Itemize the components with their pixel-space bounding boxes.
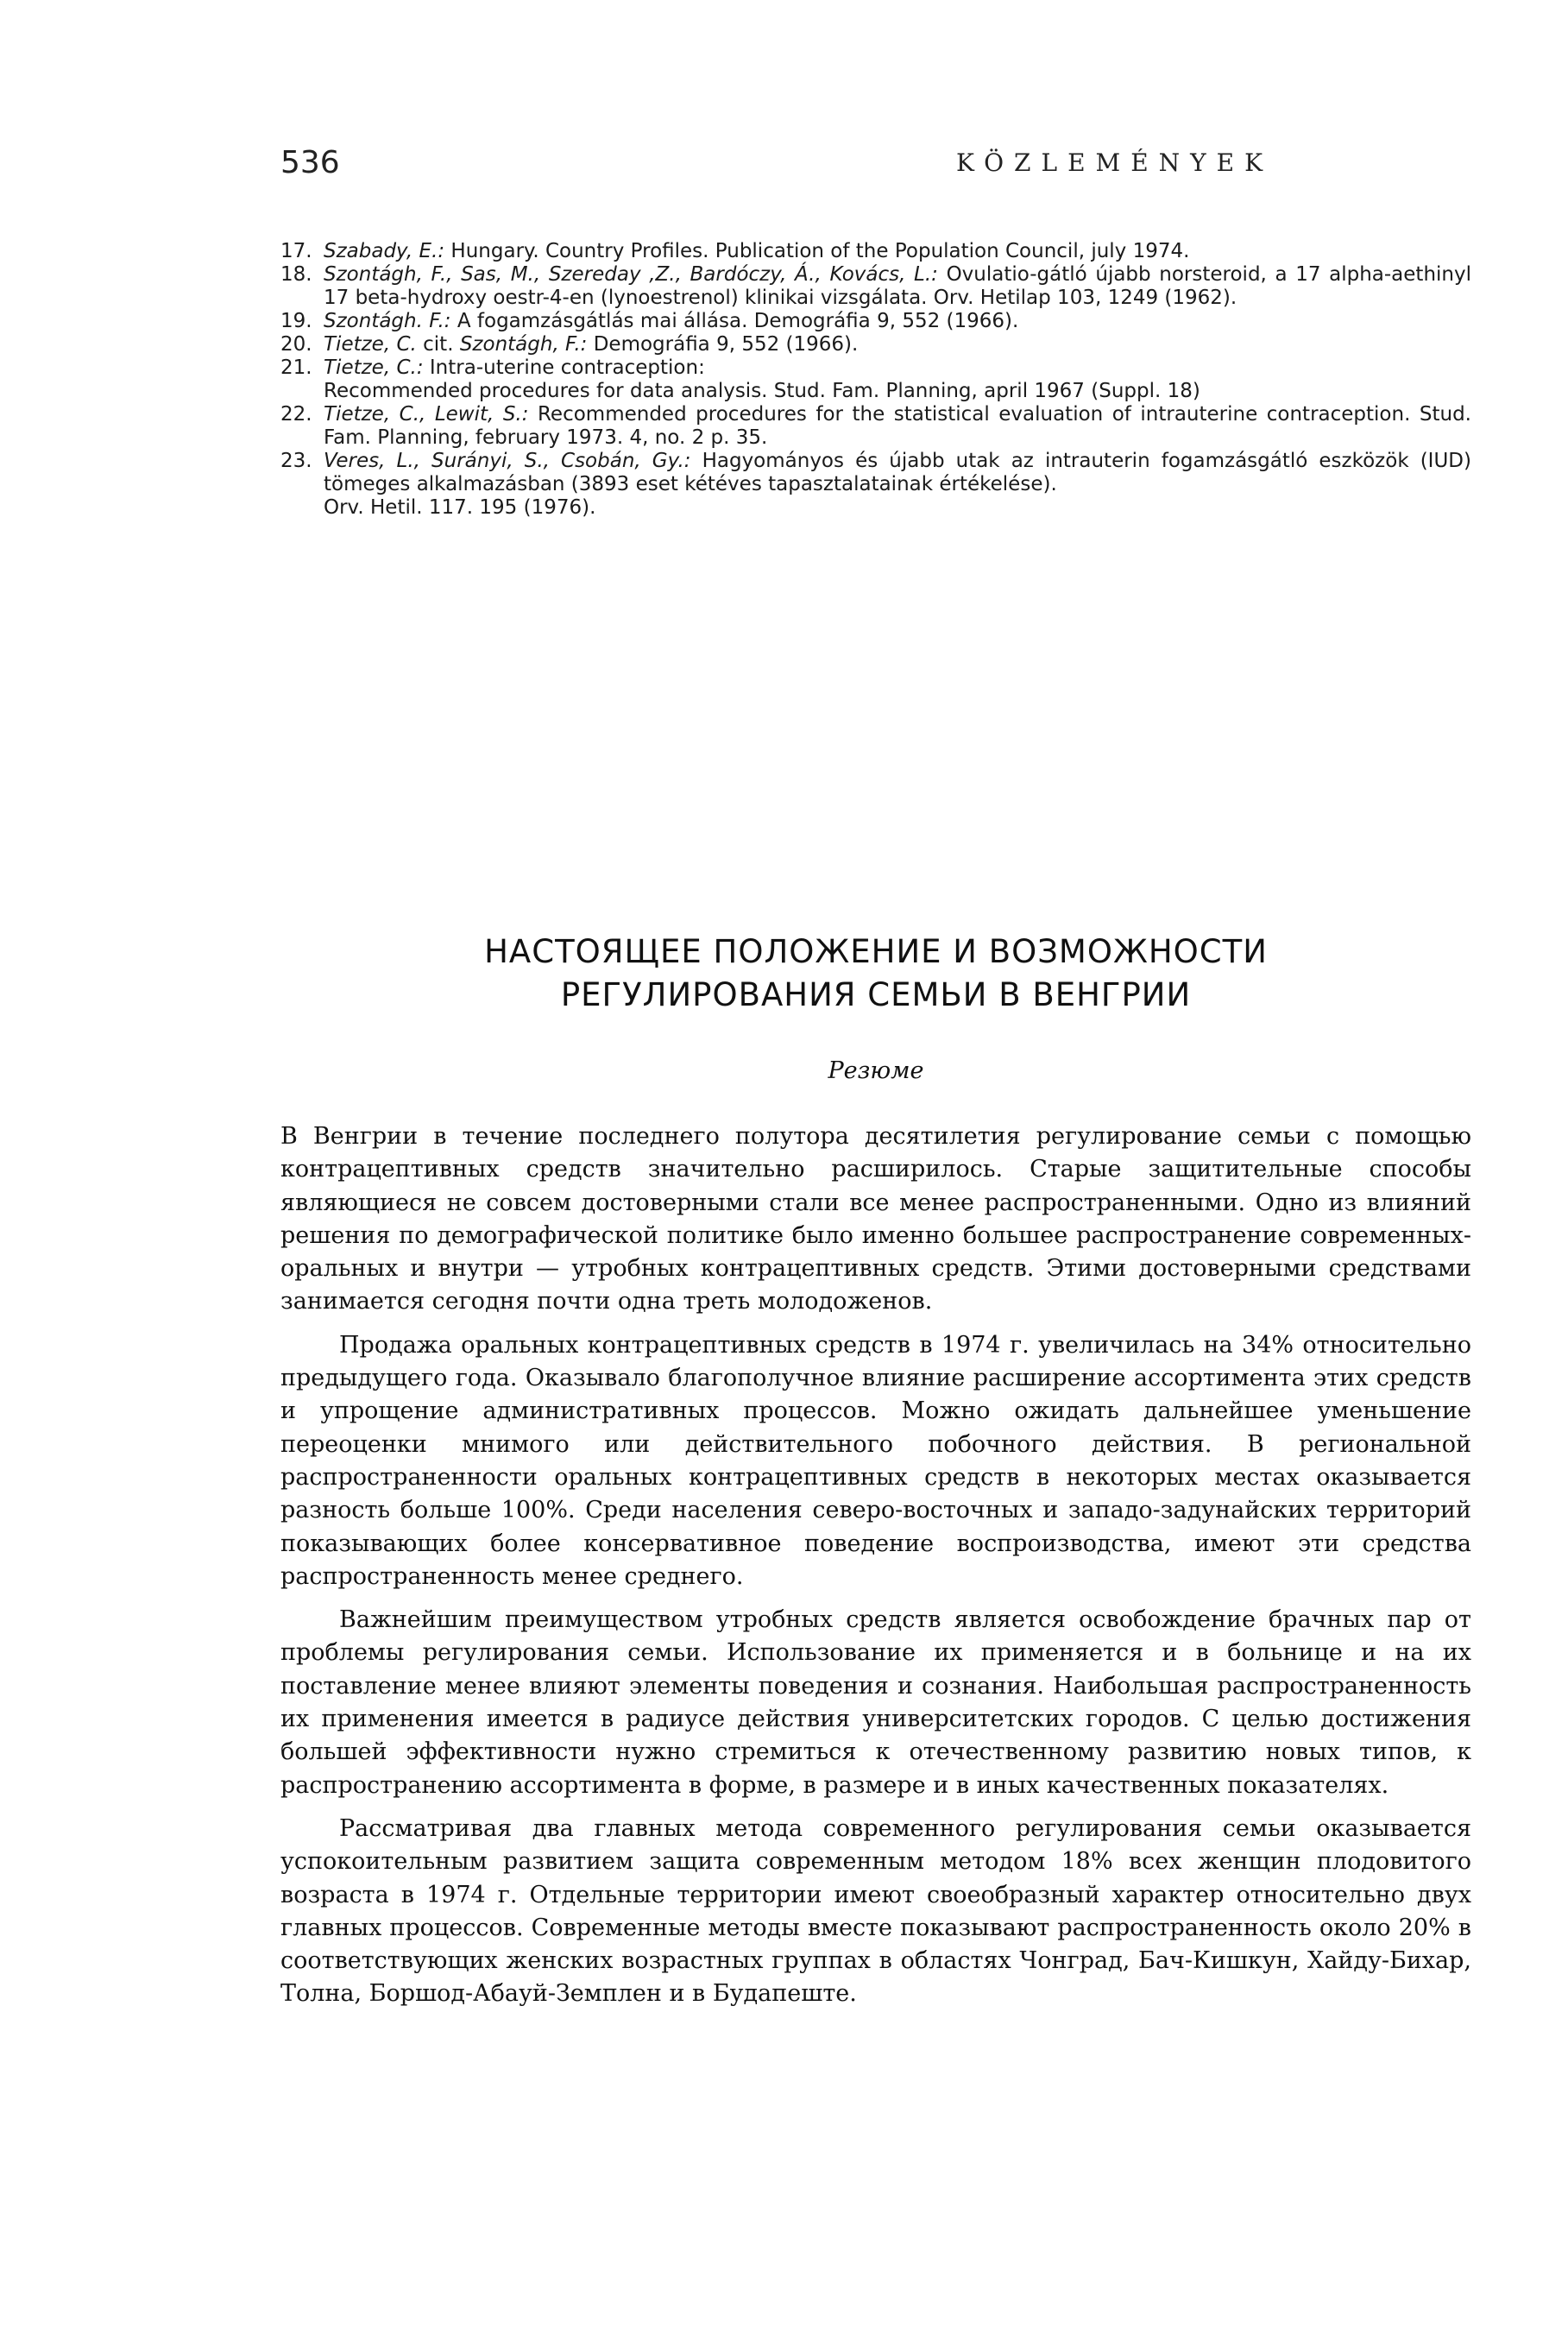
reference-text: Intra-uterine contraception: [423, 356, 705, 379]
reference-continuation: Orv. Hetil. 117. 195 (1976). [324, 496, 596, 519]
reference-item [280, 333, 1471, 356]
reference-number: 19. [280, 310, 312, 332]
reference-authors-secondary: Szontágh, F.: [459, 333, 588, 356]
reference-authors: Szabady, E.: [324, 240, 445, 262]
reference-list [280, 240, 1471, 520]
reference-item [280, 310, 1471, 333]
summary-paragraph: В Венгрии в течение последнего полутора десятилетия регулирование семьи с помощью контрацептивных средств значительно расширилось. Старые защитительные способы являющиеся не совсем достоверными стали все менее распространенными. Одно из влияний решения по демографической политике было именно большее распространение современных-оральных и внутри — утробных контрацептивных средств. Этими достоверными средствами занимается сегодня почти одна треть молодоженов. [280, 1123, 1471, 1315]
section-name: KÖZLEMÉNYEK [955, 148, 1273, 177]
reference-continuation: Recommended procedures for data analysis. Stud. Fam. Planning, april 1967 (Suppl. 18) [324, 380, 1200, 402]
title-line: НАСТОЯЩЕЕ ПОЛОЖЕНИЕ И ВОЗМОЖНОСТИ [484, 933, 1268, 970]
reference-text: Hagyományos és újabb utak az intrauterin fogamzásgátló eszközök (IUD) tömeges alkalmazásban (3893 eset kétéves tapasztalatainak értékelése). [324, 450, 1471, 495]
reference-number: 18. [280, 263, 312, 286]
reference-authors: Tietze, C., Lewit, S.: [324, 403, 529, 426]
summary-paragraph: Продажа оральных контрацептивных средств в 1974 г. увеличилась на 34% относительно предыдущего года. Оказывало благополучное влияние расширение ассортимента этих средств и упрощение административных процессов. Можно ожидать дальнейшее уменьшение переоценки мнимого или действительного побочного действия. В региональной распространенности оральных контрацептивных средств в некоторых местах оказывается разность больше 100%. Среди населения северо-восточных и западо-задунайских территорий показывающих более консервативное поведение воспроизводства, имеют эти средства распространенность менее среднего. [280, 1331, 1471, 1590]
summary-heading: Резюме [828, 1057, 924, 1084]
reference-item [280, 240, 1471, 263]
reference-number: 21. [280, 356, 312, 379]
summary-body [280, 1120, 1471, 2022]
reference-text: Hungary. Country Profiles. Publication of the Population Council, july 1974. [444, 240, 1190, 262]
page-header [280, 145, 1273, 197]
reference-authors: Szontágh, F., Sas, M., Szereday ,Z., Bardóczy, Á., Kovács, L.: [324, 263, 938, 286]
title-line: РЕГУЛИРОВАНИЯ СЕМЬИ В ВЕНГРИИ [560, 976, 1192, 1013]
reference-text: Recommended procedures for the statistical evaluation of intrauterine contraception. Stud. Fam. Planning, february 1973. 4, no. 2 p. 35. [324, 403, 1471, 449]
reference-number: 20. [280, 333, 312, 356]
reference-text: A fogamzásgátlás mai állása. Demográfia 9, 552 (1966). [450, 310, 1019, 332]
reference-item [280, 403, 1471, 450]
reference-authors: Tietze, C. [324, 333, 417, 356]
reference-text-secondary: Demográfia 9, 552 (1966). [587, 333, 859, 356]
reference-authors: Veres, L., Surányi, S., Csobán, Gy.: [324, 450, 691, 472]
article-title [280, 930, 1471, 1017]
reference-item [280, 263, 1471, 310]
reference-text: Ovulatio-gátló újabb norsteroid, a 17 alpha-aethinyl 17 beta-hydroxy oestr-4-en (lynoestrenol) klinikai vizsgálata. Orv. Hetilap 103, 1249 (1962). [324, 263, 1471, 309]
reference-text: cit. [416, 333, 460, 356]
page-number: 536 [280, 145, 340, 180]
reference-item [280, 450, 1471, 520]
reference-authors: Tietze, C.: [324, 356, 424, 379]
reference-item [280, 356, 1471, 403]
reference-number: 23. [280, 450, 312, 472]
summary-paragraph: Важнейшим преимуществом утробных средств является освобождение брачных пар от проблемы регулирования семьи. Использование их применяется и в больнице и на их поставление менее влияют элементы поведения и сознания. Наибольшая распространенность их применения имеется в радиусе действия университетских городов. С целью достижения большей эффективности нужно стремиться к отечественному развитию новых типов, к распространению ассортимента в форме, в размере и в иных качественных показателях. [280, 1606, 1471, 1799]
reference-number: 17. [280, 240, 312, 262]
reference-number: 22. [280, 403, 312, 426]
reference-authors: Szontágh. F.: [324, 310, 451, 332]
summary-paragraph: Рассматривая два главных метода современного регулирования семьи оказывается успокоительным развитием защита современным методом 18% всех женщин плодовитого возраста в 1974 г. Отдельные территории имеют своеобразный характер относительно двух главных процессов. Современные методы вместе показывают распространенность около 20% в соответствующих женских возрастных группах в областях Чонград, Бач-Кишкун, Хайду-Бихар, Толна, Боршод-Абауй-Земплен и в Будапеште. [280, 1814, 1471, 2008]
